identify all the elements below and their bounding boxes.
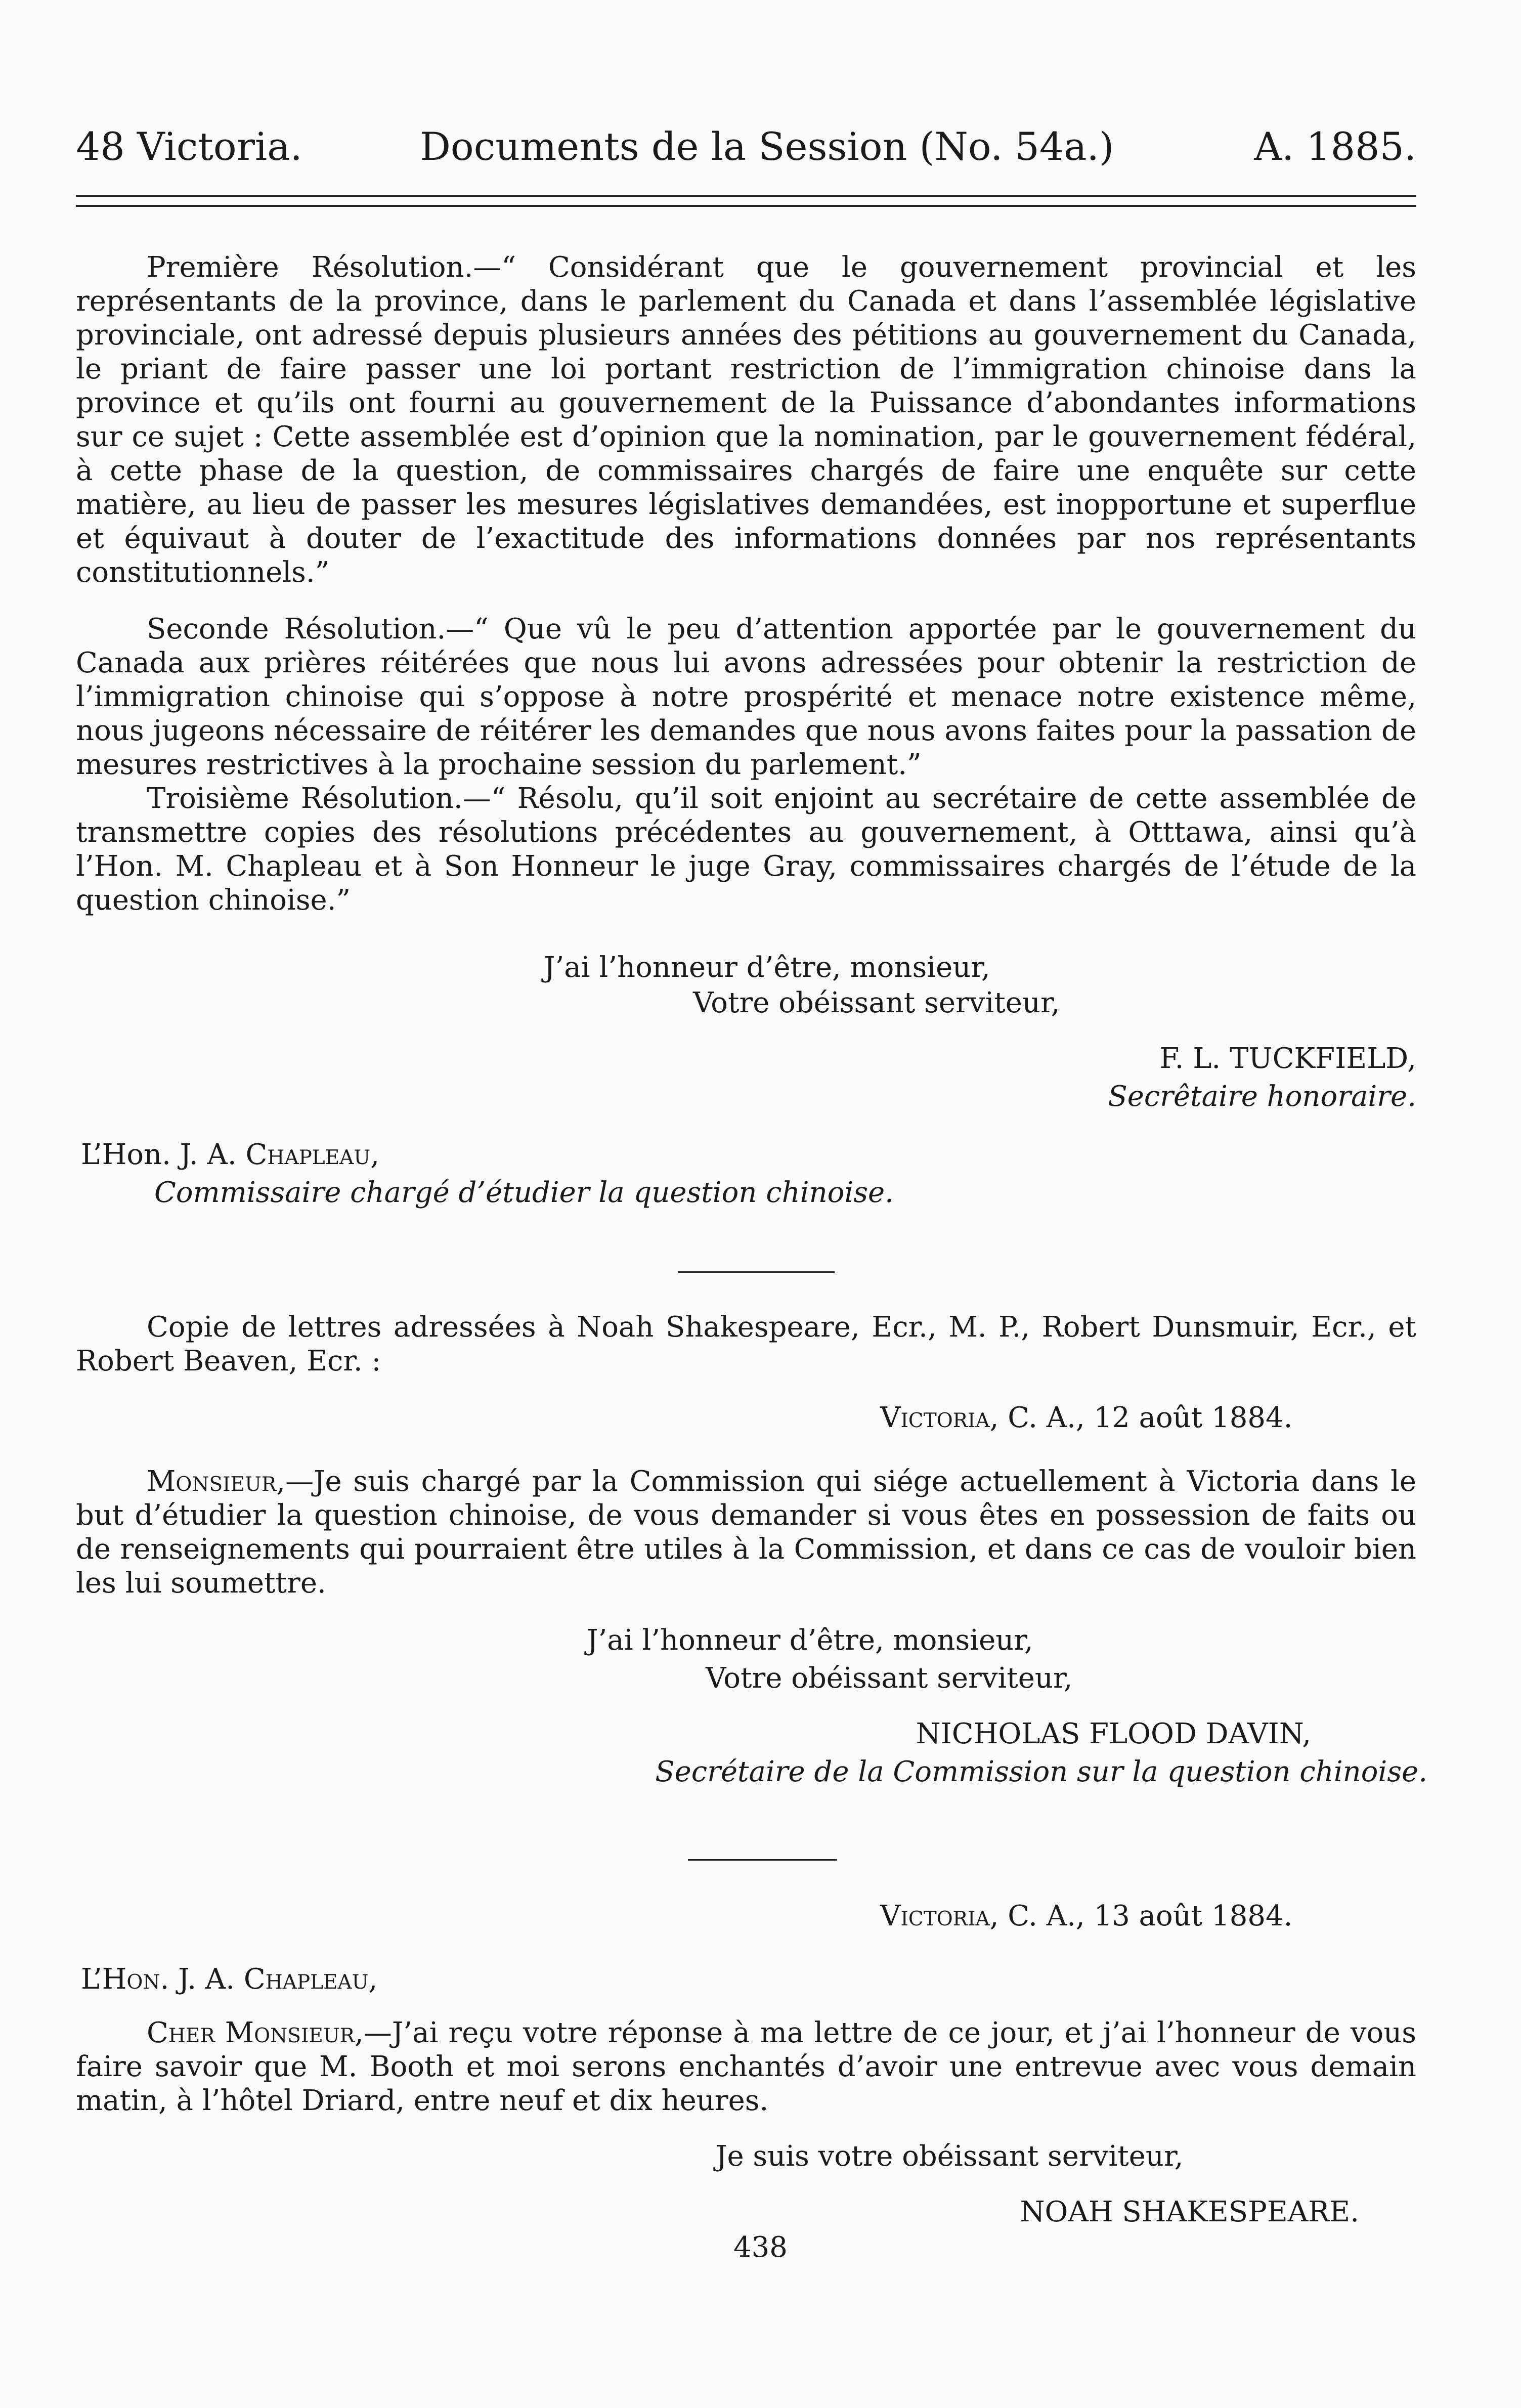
addressee-role: Commissaire chargé d’étudier la question chinoise. — [154, 1176, 894, 1209]
letter-3-date: C. A., 13 août 1884. — [1008, 1900, 1293, 1932]
closing-1-line-1: J’ai l’honneur d’être, monsieur, — [544, 951, 990, 984]
resolution-3 — [76, 782, 1416, 917]
letter-2-place: Victoria, — [880, 1401, 999, 1434]
letter-2-dateline — [880, 1401, 1292, 1434]
header-title: Documents de la Session (No. 54a.) — [420, 124, 1114, 169]
signature-davin: NICHOLAS FLOOD DAVIN, — [916, 1717, 1311, 1750]
resolution-2-text: —“ Que vû le peu d’attention apportée par le gouvernement du Canada aux prières réitérées que nous lui avons adressées pour obtenir la restriction de l’immigration chinoise qui s’oppose à notre prospérité et menace notre existence même, nous jugeons nécessaire de réitérer les demandes que nous avons faites pour la passation de mesures restrictives à la prochaine session du parlement.” — [76, 613, 1416, 781]
header-volume: 48 Victoria. — [76, 124, 302, 169]
resolution-3-text: —“ Résolu, qu’il soit enjoint au secrétaire de cette assemblée de transmettre copies des résolutions précédentes au gouvernement, à Otttawa, ainsi qu’à l’Hon. M. Chapleau et à Son Honneur le juge Gray, commissaires chargés de l’étude de la question chinoise.” — [76, 782, 1416, 917]
letter-2-body — [76, 1465, 1416, 1600]
page-number: 438 — [733, 2231, 788, 2264]
letter-2-close-2: Votre obéissant serviteur, — [706, 1662, 1073, 1695]
running-header — [76, 124, 1416, 180]
letter-3-close: Je suis votre obéissant serviteur, — [716, 2140, 1184, 2173]
resolution-1-label: Première Résolution. — [147, 251, 473, 284]
signature-davin-title: Secrétaire de la Commission sur la question chinoise. — [655, 1755, 1427, 1788]
section-divider-2 — [688, 1859, 837, 1861]
letter-2-date: C. A., 12 août 1884. — [1008, 1401, 1293, 1434]
addressee-prefix: L’Hon. J. A. — [81, 1138, 237, 1171]
letter-3-addressee-mid: J. A. — [178, 1963, 235, 1996]
addressee-chapleau — [81, 1138, 379, 1171]
letter-2-close-1: J’ai l’honneur d’être, monsieur, — [587, 1624, 1033, 1657]
resolution-3-label: Troisième Résolution. — [147, 782, 463, 815]
closing-1-line-2: Votre obéissant serviteur, — [693, 986, 1060, 1019]
letter-3-addressee — [81, 1963, 377, 1996]
signature-shakespeare: NOAH SHAKESPEARE. — [1020, 2196, 1359, 2228]
letter-2-salutation: Monsieur, — [147, 1465, 286, 1498]
letter-2-text: —Je suis chargé par la Commission qui siége actuellement à Victoria dans le but d’étudier la question chinoise, de vous demander si vous êtes en possession de faits ou de renseignements qui pourraient être utiles à la Commission, et dans ce cas de vouloir bien les lui soumettre. — [76, 1465, 1416, 1600]
letter-3-place: Victoria, — [880, 1900, 999, 1932]
resolution-2 — [76, 612, 1416, 782]
header-rule-bottom — [76, 205, 1416, 207]
signature-tuckfield-title: Secrêtaire honoraire. — [1108, 1080, 1416, 1113]
resolution-2-label: Seconde Résolution. — [147, 613, 446, 646]
resolution-1-text: —“ Considérant que le gouvernement provincial et les représentants de la province, dans le parlement du Canada et dans l’assemblée législative provinciale, ont adressé depuis plusieurs années des pétitions au gouvernement du Canada, le priant de faire passer une loi portant restriction de l’immigration chinoise dans la province et qu’ils ont fourni au gouvernement de la Puissance d’abondantes informations sur ce sujet : Cette assemblée est d’opinion que la nomination, par le gouvernement fédéral, à cette phase de la question, de commissaires chargés de faire une enquête sur cette matière, au lieu de passer les mesures législatives demandées, est inopportune et superflue et équivaut à douter de l’exactitude des informations données par nos représentants constitutionnels.” — [76, 251, 1416, 589]
letter-3-salutation: Cher Monsieur, — [147, 2016, 364, 2049]
header-year: A. 1885. — [1254, 124, 1416, 169]
signature-tuckfield: F. L. TUCKFIELD, — [1159, 1042, 1416, 1075]
letter-3-text: —J’ai reçu votre réponse à ma lettre de ce jour, et j’ai l’honneur de vous faire savoir que M. Booth et moi serons enchantés d’avoir une entrevue avec vous demain matin, à l’hôtel Driard, entre neuf et dix heures. — [76, 2016, 1417, 2117]
header-rule-top — [76, 195, 1416, 197]
resolution-1 — [76, 250, 1416, 589]
copy-intro: Copie de lettres adressées à Noah Shakespeare, Ecr., M. P., Robert Dunsmuir, Ecr., et Robert Beaven, Ecr. : — [76, 1311, 1416, 1378]
letter-3-body — [76, 2016, 1416, 2118]
letter-3-addressee-prefix: L’Hon. — [81, 1963, 169, 1996]
section-divider-1 — [678, 1271, 835, 1273]
addressee-name: Chapleau, — [245, 1138, 380, 1171]
letter-3-addressee-name: Chapleau, — [243, 1963, 378, 1996]
letter-3-dateline — [880, 1900, 1292, 1932]
